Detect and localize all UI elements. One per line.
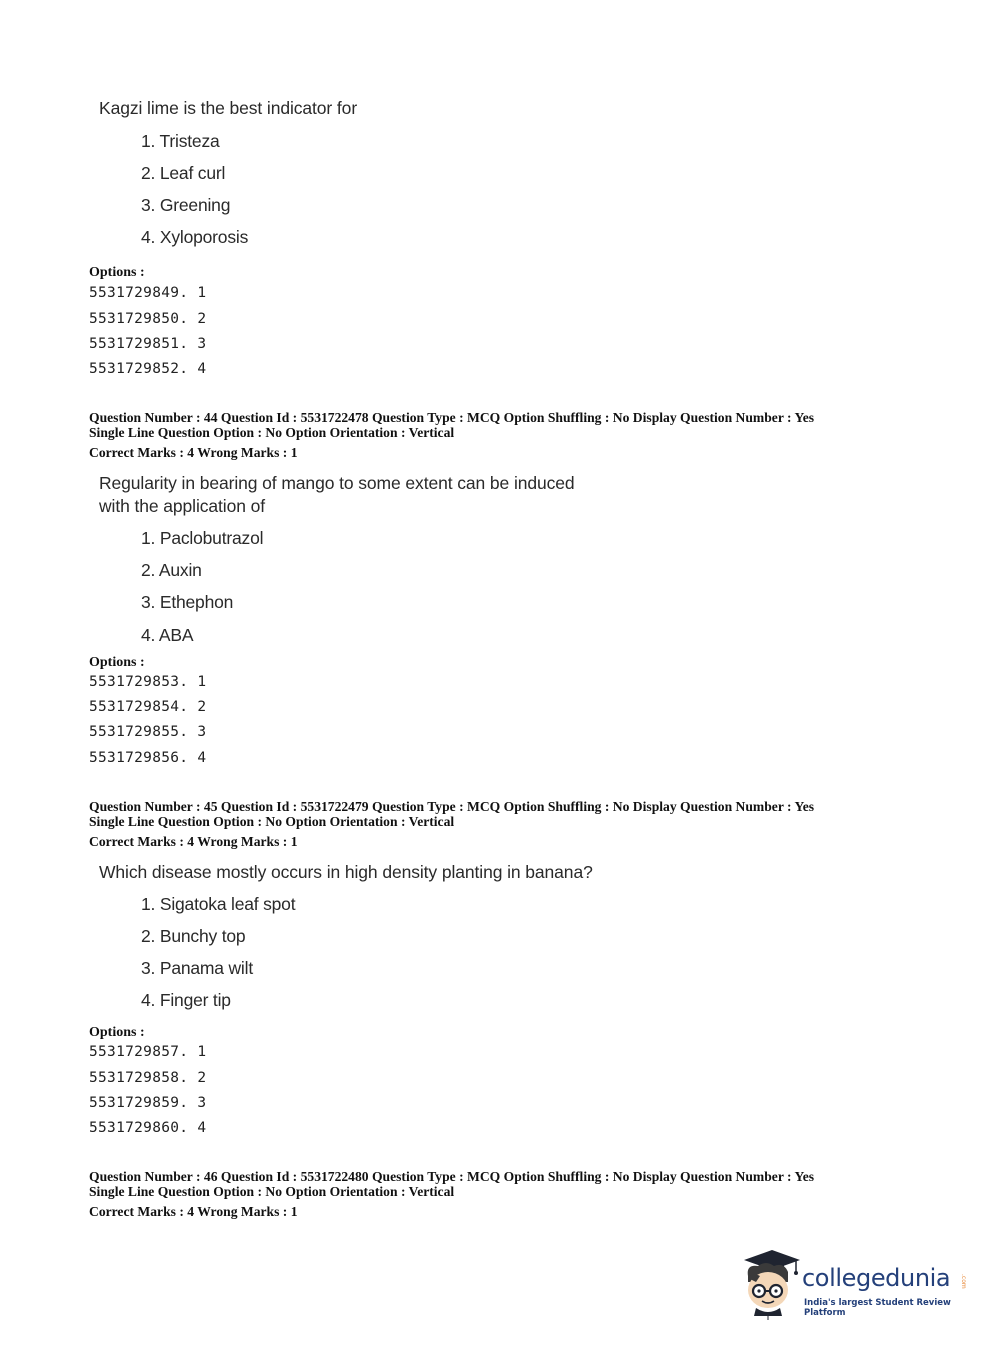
options-label: Options : (89, 265, 145, 280)
question-44-answer-3: 3. Ethephon (141, 592, 234, 612)
question-46-marks: Correct Marks : 4 Wrong Marks : 1 (89, 1204, 298, 1219)
question-45-answer-3: 3. Panama wilt (141, 958, 253, 978)
question-45-text: Which disease mostly occurs in high density planting in banana? (99, 862, 593, 882)
question-43-answer-3: 3. Greening (141, 195, 231, 215)
question-45-answer-1: 1. Sigatoka leaf spot (141, 894, 296, 914)
options-label: Options : (89, 655, 145, 670)
question-43-text: Kagzi lime is the best indicator for (99, 98, 358, 118)
question-44-text-line2: with the application of (99, 496, 266, 516)
question-45-answer-4: 4. Finger tip (141, 990, 231, 1010)
question-43-answer-1: 1. Tristeza (141, 131, 220, 151)
question-43-answer-4: 4. Xyloporosis (141, 227, 249, 247)
mascot-icon (738, 1246, 802, 1322)
option-id: 5531729850. 2 (89, 311, 207, 327)
option-id: 5531729852. 4 (89, 361, 207, 377)
option-id: 5531729859. 3 (89, 1095, 207, 1111)
option-id: 5531729858. 2 (89, 1070, 207, 1086)
question-46-meta-line1: Question Number : 46 Question Id : 5531722480 Question Type : MCQ Option Shuffling : No Display Question Number : Yes (89, 1169, 815, 1184)
collegedunia-logo (738, 1246, 978, 1322)
question-45-answer-2: 2. Bunchy top (141, 926, 246, 946)
logo-tagline: India's largest Student Review Platform (804, 1298, 951, 1318)
question-46-meta-line2: Single Line Question Option : No Option Orientation : Vertical (89, 1184, 455, 1199)
option-id: 5531729856. 4 (89, 750, 207, 766)
question-44-meta-line1: Question Number : 44 Question Id : 5531722478 Question Type : MCQ Option Shuffling : No Display Question Number : Yes (89, 410, 815, 425)
question-44-answer-2: 2. Auxin (141, 560, 202, 580)
question-45-meta-line1: Question Number : 45 Question Id : 5531722479 Question Type : MCQ Option Shuffling : No Display Question Number : Yes (89, 799, 815, 814)
question-43-answer-2: 2. Leaf curl (141, 163, 226, 183)
option-id: 5531729860. 4 (89, 1120, 207, 1136)
question-44-answer-1: 1. Paclobutrazol (141, 528, 264, 548)
option-id: 5531729857. 1 (89, 1044, 207, 1060)
logo-domain: .com (960, 1274, 967, 1289)
question-45-meta-line2: Single Line Question Option : No Option Orientation : Vertical (89, 814, 455, 829)
option-id: 5531729849. 1 (89, 285, 207, 301)
logo-wordmark: collegedunia (802, 1264, 951, 1292)
option-id: 5531729851. 3 (89, 336, 207, 352)
question-45-marks: Correct Marks : 4 Wrong Marks : 1 (89, 834, 298, 849)
option-id: 5531729854. 2 (89, 699, 207, 715)
question-44-text-line1: Regularity in bearing of mango to some extent can be induced (99, 473, 575, 493)
question-44-marks: Correct Marks : 4 Wrong Marks : 1 (89, 445, 298, 460)
option-id: 5531729853. 1 (89, 674, 207, 690)
options-label: Options : (89, 1025, 145, 1040)
question-44-answer-4: 4. ABA (141, 625, 194, 645)
question-44-meta-line2: Single Line Question Option : No Option Orientation : Vertical (89, 425, 455, 440)
option-id: 5531729855. 3 (89, 724, 207, 740)
